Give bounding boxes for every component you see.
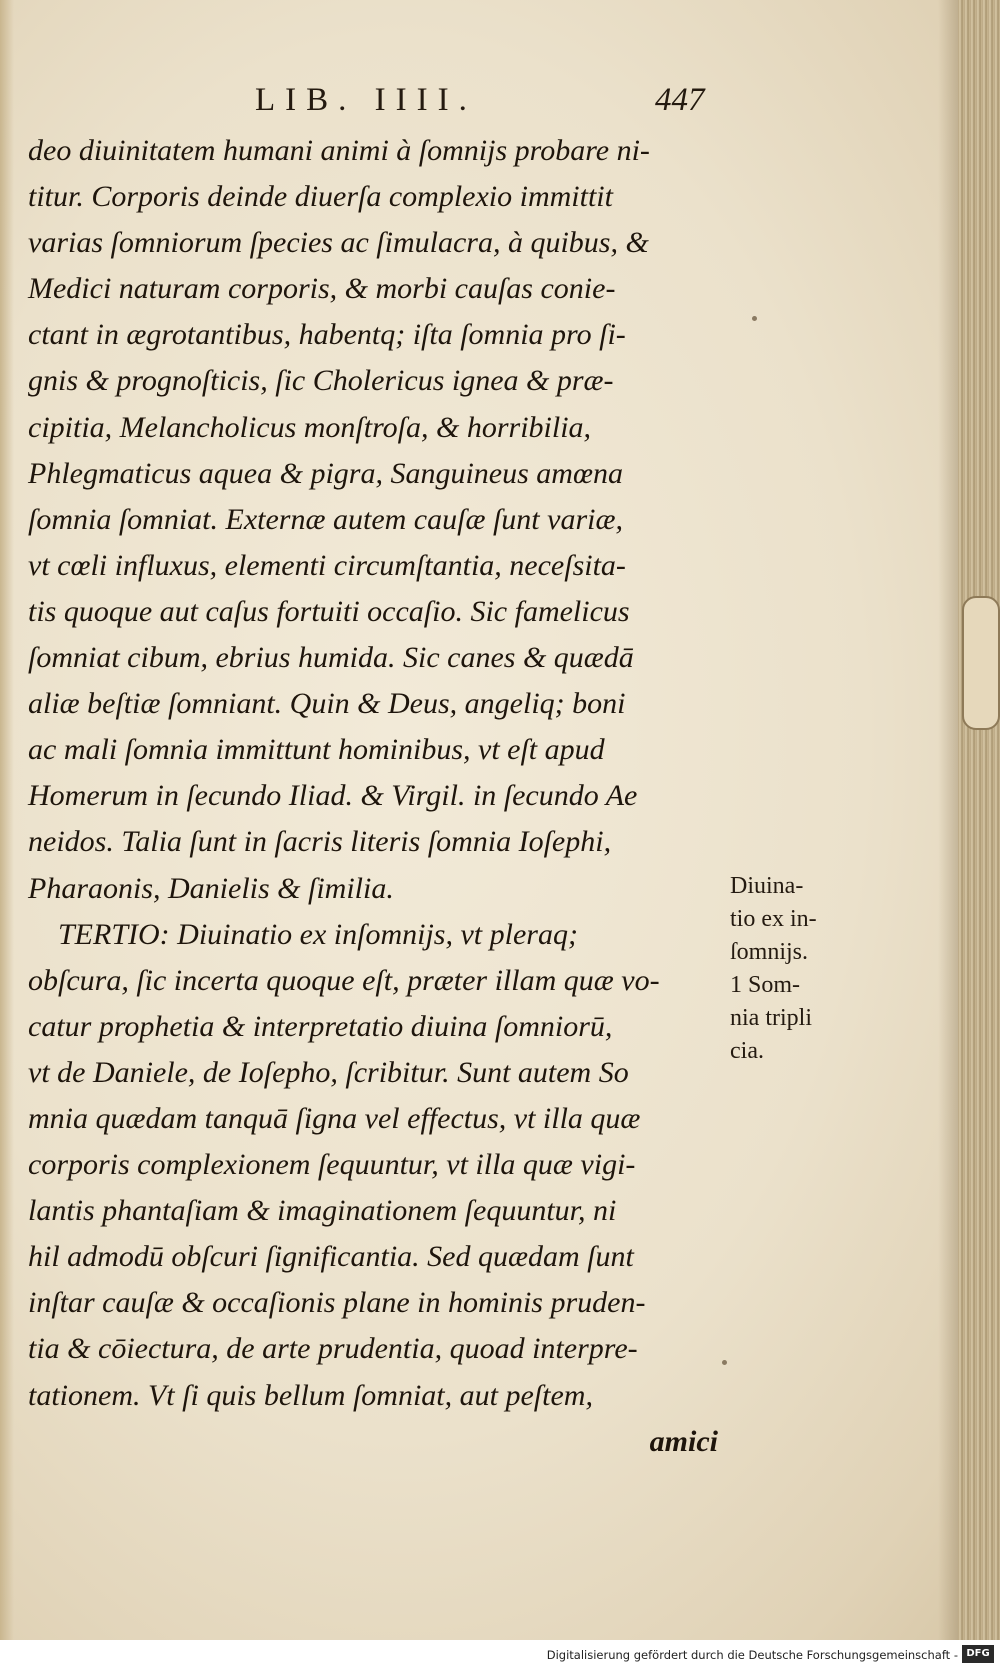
margin-mark-dot <box>752 316 757 321</box>
digitization-credit: Digitalisierung gefördert durch die Deutsche Forschungsgemeinschaft - <box>546 1648 958 1662</box>
text-line: aliæ beſtiæ ſomniant. Quin & Deus, angeliq; boni <box>28 687 626 721</box>
text-line: hil admodū obſcuri ſignificantia. Sed quædam ſunt <box>28 1240 634 1274</box>
text-line: tis quoque aut caſus fortuiti occaſio. Sic famelicus <box>28 594 630 628</box>
text-line: varias ſomniorum ſpecies ac ſimulacra, à quibus, & <box>28 226 649 260</box>
text-line: mnia quædam tanquā ſigna vel effectus, vt illa quæ <box>28 1101 641 1135</box>
margin-note-line: ſomnijs. <box>730 939 809 965</box>
text-line: titur. Corporis deinde diuerſa complexio immittit <box>28 180 613 214</box>
text-line: gnis & prognoſticis, ſic Cholericus ignea & præ- <box>28 364 614 398</box>
body-text <box>28 128 718 1465</box>
text-line: corporis complexionem ſequuntur, vt illa quæ vigi- <box>28 1148 636 1182</box>
text-line: lantis phantaſiam & imaginationem ſequuntur, ni <box>28 1194 617 1228</box>
gutter-shadow <box>0 0 14 1640</box>
page-number: 447 <box>655 82 705 118</box>
dfg-logo: DFG <box>962 1645 994 1663</box>
text-line: ſomniat cibum, ebrius humida. Sic canes & quædā <box>28 641 634 675</box>
text-line: vt de Daniele, de Ioſepho, ſcribitur. Sunt autem So <box>28 1055 629 1089</box>
text-line: cipitia, Melancholicus monſtroſa, & horribilia, <box>28 410 592 444</box>
text-line: tationem. Vt ſi quis bellum ſomniat, aut peſtem, <box>28 1378 593 1412</box>
text-line: ctant in ægrotantibus, habentq; iſta ſomnia pro ſi- <box>28 318 626 352</box>
margin-note <box>730 870 870 1068</box>
text-line: tia & cōiectura, de arte prudentia, quoad interpre- <box>28 1332 638 1366</box>
text-line: Homerum in ſecundo Iliad. & Virgil. in ſecundo Ae <box>28 779 638 813</box>
margin-note-line: nia tripli <box>730 1005 812 1031</box>
footer-bar <box>0 1640 1000 1670</box>
text-line: ac mali ſomnia immittunt hominibus, vt eſt apud <box>28 733 605 767</box>
catchword: amici <box>649 1424 718 1458</box>
margin-note-line: 1 Som- <box>730 972 801 998</box>
text-line: Pharaonis, Danielis & ſimilia. <box>28 871 394 905</box>
text-line: neidos. Talia ſunt in ſacris literis ſomnia Ioſephi, <box>28 825 612 859</box>
running-head: LIB. IIII. <box>255 82 477 118</box>
text-line: vt cœli influxus, elementi circumſtantia, neceſsita- <box>28 548 626 582</box>
margin-note-line: tio ex in- <box>730 906 817 932</box>
book-clasp <box>962 596 1000 730</box>
text-line: catur prophetia & interpretatio diuina ſomniorū, <box>28 1009 613 1043</box>
text-line: Medici naturam corporis, & morbi cauſas conie- <box>28 272 616 306</box>
text-line: deo diuinitatem humani animi à ſomnijs probare ni- <box>28 134 650 167</box>
text-line: TERTIO: Diuinatio ex inſomnijs, vt pleraq; <box>58 917 578 951</box>
margin-mark-dot <box>722 1360 727 1365</box>
text-line: obſcura, ſic incerta quoque eſt, præter illam quæ vo- <box>28 963 660 997</box>
margin-note-line: Diuina- <box>730 873 804 899</box>
margin-note-line: cia. <box>730 1038 764 1064</box>
text-line: inſtar cauſæ & occaſionis plane in hominis pruden- <box>28 1286 646 1320</box>
text-line: ſomnia ſomniat. Externæ autem cauſæ ſunt variæ, <box>28 502 623 536</box>
page-edge-stack <box>958 0 1000 1640</box>
text-line: Phlegmaticus aquea & pigra, Sanguineus amœna <box>28 456 623 490</box>
